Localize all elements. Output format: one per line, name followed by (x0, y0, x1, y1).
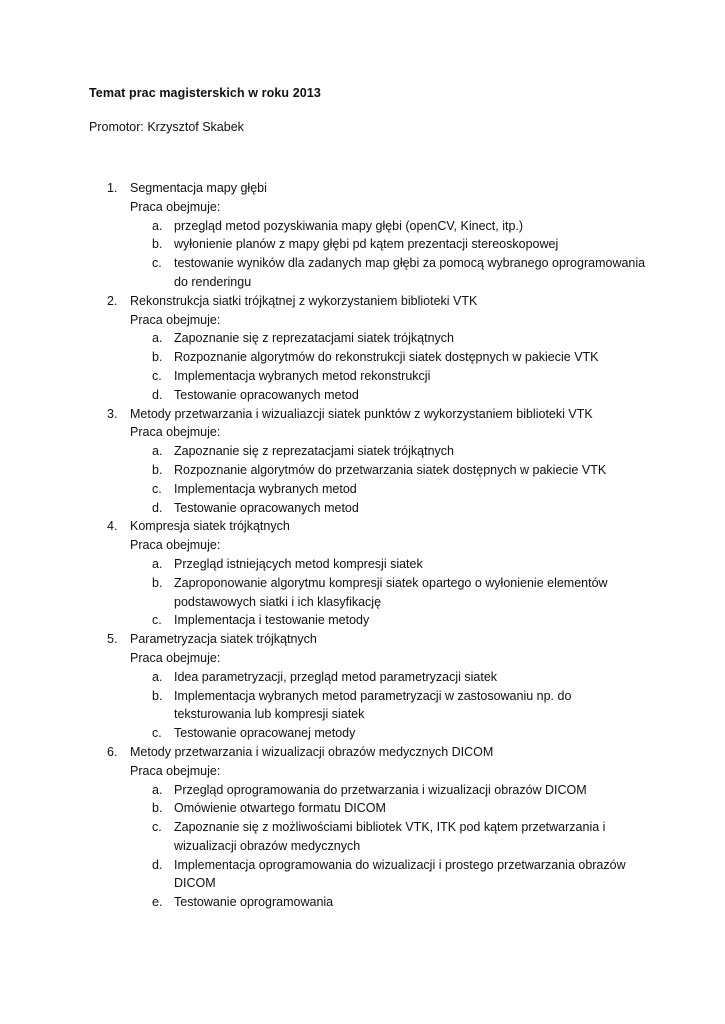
task-letter: b. (152, 462, 163, 477)
topic-scope-label: Praca obejmuje: (130, 312, 221, 327)
task-text: Rozpoznanie algorytmów do przetwarzania siatek dostępnych w pakiecie VTK (174, 462, 607, 477)
task-letter: d. (152, 387, 163, 402)
task-letter: c. (152, 613, 162, 628)
task-item (0, 254, 725, 292)
task-item (0, 480, 725, 499)
task-letter: e. (152, 895, 163, 910)
topic-item (0, 292, 725, 405)
task-item (0, 687, 725, 725)
task-list (0, 217, 725, 292)
task-letter: a. (152, 669, 163, 684)
task-letter: d. (152, 500, 163, 515)
task-item (0, 799, 725, 818)
topic-item (0, 517, 725, 630)
task-text: Zapoznanie się z reprezatacjami siatek trójkątnych (174, 331, 454, 346)
task-text: przegląd metod pozyskiwania mapy głębi (openCV, Kinect, itp.) (174, 218, 524, 233)
topic-number: 2. (107, 293, 118, 308)
topic-item (0, 743, 725, 912)
task-text: Implementacja wybranych metod parametryzacji w zastosowaniu np. do teksturowania lub kompresji siatek (174, 688, 572, 722)
topic-item (0, 179, 725, 292)
task-item (0, 348, 725, 367)
task-letter: a. (152, 556, 163, 571)
task-text: Przegląd istniejących metod kompresji siatek (174, 556, 423, 571)
topic-title: Segmentacja mapy głębi (130, 181, 267, 195)
task-list (0, 668, 725, 743)
topic-list (0, 179, 725, 912)
task-item (0, 367, 725, 386)
topic-scope-label: Praca obejmuje: (130, 425, 221, 440)
topic-title: Metody przetwarzania i wizualizacji obrazów medycznych DICOM (130, 744, 494, 759)
task-item (0, 724, 725, 743)
task-text: testowanie wyników dla zadanych map głębi za pomocą wybranego oprogramowania do renderingu (174, 256, 646, 289)
task-item (0, 856, 725, 894)
task-item (0, 461, 725, 480)
task-letter: c. (152, 726, 162, 741)
task-list (0, 442, 725, 517)
task-text: Implementacja oprogramowania do wizualizacji i prostego przetwarzania obrazów DICOM (174, 857, 626, 891)
topic-scope-label: Praca obejmuje: (130, 763, 221, 778)
task-item (0, 329, 725, 348)
task-item (0, 668, 725, 687)
task-letter: c. (152, 368, 162, 383)
task-text: Rozpoznanie algorytmów do rekonstrukcji siatek dostępnych w pakiecie VTK (174, 350, 599, 365)
topic-number: 3. (107, 406, 118, 421)
task-item (0, 386, 725, 405)
task-letter: a. (152, 782, 163, 797)
task-item (0, 893, 725, 912)
task-text: Zapoznanie się z możliwościami bibliotek VTK, ITK pod kątem przetwarzania i wizualizacji obrazów medycznych (174, 820, 606, 853)
task-text: Omówienie otwartego formatu DICOM (174, 801, 386, 816)
task-text: Implementacja wybranych metod rekonstrukcji (174, 368, 431, 383)
topic-scope-label: Praca obejmuje: (130, 199, 221, 214)
task-letter: c. (152, 820, 162, 835)
task-text: Testowanie oprogramowania (174, 895, 334, 910)
task-letter: c. (152, 481, 162, 496)
topic-title: Parametryzacja siatek trójkątnych (130, 632, 317, 647)
topic-number: 4. (107, 519, 118, 534)
task-item (0, 217, 725, 236)
task-text: Zaproponowanie algorytmu kompresji siatek opartego o wyłonienie elementów podstawowych siatki i ich klasyfikację (174, 575, 608, 609)
topic-title: Rekonstrukcja siatki trójkątnej z wykorzystaniem biblioteki VTK (130, 293, 478, 308)
task-text: Zapoznanie się z reprezatacjami siatek trójkątnych (174, 444, 454, 459)
task-item (0, 555, 725, 574)
task-text: Implementacja i testowanie metody (174, 613, 370, 628)
task-letter: a. (152, 331, 163, 346)
promotor-line: Promotor: Krzysztof Skabek (89, 120, 244, 134)
task-letter: b. (152, 350, 163, 365)
topic-number: 1. (107, 181, 118, 195)
topic-item (0, 630, 725, 743)
task-item (0, 781, 725, 800)
task-text: Testowanie opracowanej metody (174, 726, 356, 741)
task-letter: b. (152, 575, 163, 590)
task-list (0, 555, 725, 630)
task-text: Testowanie opracowanych metod (174, 500, 359, 515)
task-text: Testowanie opracowanych metod (174, 387, 359, 402)
topic-scope-label: Praca obejmuje: (130, 650, 221, 665)
task-item (0, 611, 725, 630)
task-item (0, 235, 725, 254)
topic-title: Metody przetwarzania i wizualiazcji siatek punktów z wykorzystaniem biblioteki VTK (130, 406, 593, 421)
task-item (0, 574, 725, 612)
topic-scope-label: Praca obejmuje: (130, 538, 221, 553)
task-text: Implementacja wybranych metod (174, 481, 357, 496)
task-letter: d. (152, 857, 163, 872)
task-letter: a. (152, 218, 163, 233)
task-item (0, 499, 725, 518)
task-text: wyłonienie planów z mapy głębi pd kątem prezentacji stereoskopowej (174, 237, 559, 252)
task-letter: c. (152, 256, 162, 271)
task-text: Idea parametryzacji, przegląd metod parametryzacji siatek (174, 669, 498, 684)
task-item (0, 442, 725, 461)
task-letter: b. (152, 688, 163, 703)
topic-title: Kompresja siatek trójkątnych (130, 519, 290, 534)
topic-number: 6. (107, 744, 118, 759)
task-letter: a. (152, 444, 163, 459)
task-list (0, 781, 725, 913)
task-letter: b. (152, 237, 163, 252)
task-text: Przegląd oprogramowania do przetwarzania i wizualizacji obrazów DICOM (174, 782, 587, 797)
topic-item (0, 405, 725, 518)
document-title: Temat prac magisterskich w roku 2013 (89, 86, 321, 100)
topic-number: 5. (107, 632, 118, 647)
task-letter: b. (152, 801, 163, 816)
task-item (0, 818, 725, 856)
task-list (0, 329, 725, 404)
